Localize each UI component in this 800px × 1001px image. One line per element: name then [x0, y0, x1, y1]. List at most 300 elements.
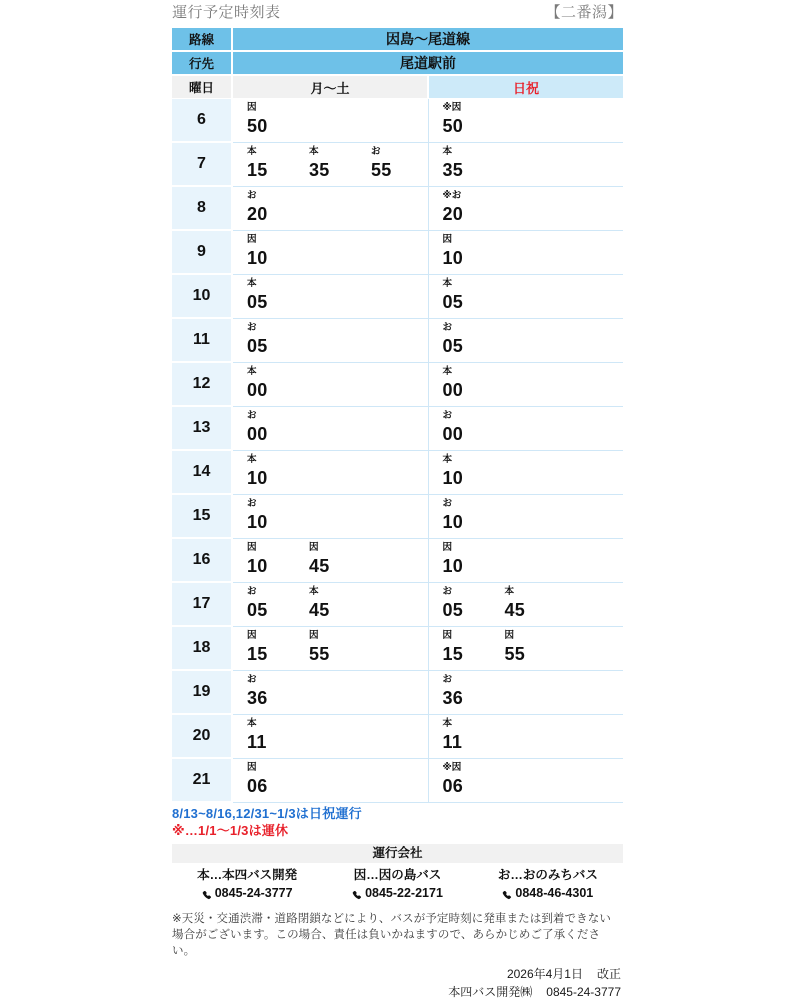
operator-marker: 本: [247, 453, 257, 465]
table-row: [172, 99, 623, 143]
weekday-times-cell: [232, 274, 428, 318]
departure-slot-empty: [499, 539, 561, 581]
holiday-times-cell: [428, 230, 623, 274]
operator-entry: [322, 867, 472, 906]
slot-group: [429, 539, 624, 581]
departure-minute: 20: [247, 203, 268, 224]
operator-marker: お: [247, 585, 257, 597]
departure-minute: 05: [247, 291, 268, 312]
departure-minute: 10: [247, 247, 268, 268]
departure-slot-empty: [561, 407, 623, 449]
departure-minute: 05: [442, 335, 464, 356]
departure-slot: [241, 583, 303, 625]
departure-slot: [499, 627, 561, 669]
departure-slot-empty: [499, 231, 561, 273]
holiday-times-cell: [428, 670, 623, 714]
departure-slot: [437, 671, 499, 713]
operator-marker: 本: [442, 145, 453, 157]
departure-slot: [241, 143, 303, 185]
operator-marker: 本: [247, 717, 257, 729]
hour-cell: 21: [172, 758, 232, 802]
departure-slot: [437, 231, 499, 273]
slot-group: [233, 231, 428, 273]
operator-marker: お: [442, 497, 453, 509]
departure-slot-empty: [499, 495, 561, 537]
departure-slot-empty: [561, 715, 623, 757]
holiday-times-cell: [428, 274, 623, 318]
operator-marker: 因: [309, 541, 319, 553]
departure-slot-empty: [561, 495, 623, 537]
operator-marker: 本: [504, 585, 515, 597]
slot-group: [233, 407, 428, 449]
departure-slot-empty: [499, 759, 561, 801]
hour-cell: 15: [172, 494, 232, 538]
note-suspension: ※…1/1〜1/3は運休: [172, 823, 289, 838]
notes-block: [172, 805, 623, 840]
departure-minute: 00: [247, 423, 268, 444]
departure-minute: 35: [309, 159, 330, 180]
revision-line: [172, 965, 623, 983]
departure-slot: [241, 495, 303, 537]
holiday-times-cell: [428, 318, 623, 362]
slot-group: [233, 143, 428, 185]
departure-slot: [365, 143, 427, 185]
weekday-column-header: 月〜土: [232, 75, 428, 99]
departure-minute: 35: [442, 159, 464, 180]
operators-row: [172, 863, 623, 906]
departure-minute: 06: [442, 775, 464, 796]
route-row: [172, 28, 623, 51]
departure-minute: 15: [247, 643, 268, 664]
table-row: [172, 362, 623, 406]
departure-slot-empty: [303, 759, 365, 801]
departure-slot: [241, 715, 303, 757]
table-row: [172, 758, 623, 802]
destination-name: 尾道駅前: [232, 51, 623, 75]
departure-minute: 10: [247, 511, 268, 532]
departure-slot-empty: [365, 583, 427, 625]
table-row: [172, 538, 623, 582]
departure-minute: 05: [442, 291, 464, 312]
hour-cell: 19: [172, 670, 232, 714]
departure-minute: 45: [309, 555, 330, 576]
departure-slot-empty: [561, 539, 623, 581]
slot-group: [429, 495, 624, 537]
departure-slot-empty: [561, 759, 623, 801]
disclaimer-line-2: 場合がございます。この場合、責任は負いかねますので、あらかじめご了承ください。: [172, 928, 601, 957]
weekday-times-cell: [232, 670, 428, 714]
departure-slot-empty: [303, 451, 365, 493]
holiday-times-cell: [428, 450, 623, 494]
weekday-times-cell: [232, 758, 428, 802]
slot-group: [233, 187, 428, 229]
departure-slot-empty: [303, 671, 365, 713]
departure-slot-empty: [365, 363, 427, 405]
slot-group: [429, 319, 624, 361]
departure-slot: [437, 627, 499, 669]
departure-minute: 50: [442, 116, 464, 136]
dayofweek-label: 曜日: [172, 75, 232, 99]
departure-slot-empty: [303, 363, 365, 405]
departure-slot: [241, 627, 303, 669]
table-row: [172, 714, 623, 758]
departure-slot-empty: [499, 671, 561, 713]
revision-label: 改正: [596, 966, 621, 981]
hour-cell: 6: [172, 99, 232, 143]
weekday-times-cell: [232, 230, 428, 274]
operator-marker: 因: [247, 541, 257, 553]
table-row: [172, 186, 623, 230]
holiday-times-cell: [428, 538, 623, 582]
departure-slot: [437, 451, 499, 493]
phone-icon: [502, 888, 513, 899]
slot-group: [233, 275, 428, 317]
departure-slot: [437, 715, 499, 757]
weekday-times-cell: [232, 582, 428, 626]
departure-minute: 00: [442, 423, 464, 444]
departure-slot-empty: [499, 363, 561, 405]
departure-slot-empty: [365, 407, 427, 449]
operator-entry: [473, 867, 623, 906]
holiday-times-cell: [428, 582, 623, 626]
disclaimer-line-1: ※天災・交通渋滞・道路閉鎖などにより、バスが予定時刻に発車または到着できない: [172, 912, 611, 925]
departure-slot: [241, 759, 303, 801]
departure-slot: [241, 407, 303, 449]
operator-marker: 因: [247, 102, 257, 113]
holiday-times-cell: [428, 714, 623, 758]
departure-slot-empty: [365, 231, 427, 273]
operator-marker: 因: [442, 541, 453, 553]
operator-marker: 本: [247, 145, 257, 157]
table-row: [172, 274, 623, 318]
operator-name: 因…因の島バス: [353, 868, 442, 882]
departure-minute: 10: [442, 467, 464, 488]
departure-slot-empty: [303, 231, 365, 273]
operator-marker: お: [247, 497, 257, 509]
slot-group: [233, 627, 428, 669]
weekday-times-cell: [232, 318, 428, 362]
departure-minute: 36: [247, 687, 268, 708]
departure-slot: [241, 319, 303, 361]
departure-slot-empty: [561, 275, 623, 317]
table-row: [172, 626, 623, 670]
departure-minute: 15: [247, 159, 268, 180]
hour-cell: 14: [172, 450, 232, 494]
operator-name: 本…本四バス開発: [197, 868, 298, 882]
departure-minute: 36: [442, 687, 464, 708]
departure-slot: [437, 363, 499, 405]
departure-slot: [437, 495, 499, 537]
hour-cell: 20: [172, 714, 232, 758]
phone-icon: [202, 888, 213, 899]
departure-slot-empty: [365, 99, 427, 141]
operator-name: お…おのみちバス: [497, 868, 598, 882]
table-row: [172, 582, 623, 626]
slot-group: [233, 715, 428, 757]
departure-slot: [437, 539, 499, 581]
slot-group: [429, 231, 624, 273]
weekday-times-cell: [232, 142, 428, 186]
departure-minute: 05: [442, 599, 464, 620]
issuer-line: [172, 983, 623, 1001]
operator-marker: お: [247, 321, 257, 333]
hour-cell: 18: [172, 626, 232, 670]
departure-slot: [303, 583, 365, 625]
departure-slot-empty: [561, 143, 623, 185]
weekday-times-cell: [232, 714, 428, 758]
table-row: [172, 670, 623, 714]
slot-group: [233, 99, 428, 141]
departure-slot: [303, 627, 365, 669]
weekday-times-cell: [232, 538, 428, 582]
slot-group: [233, 583, 428, 625]
hour-cell: 16: [172, 538, 232, 582]
departure-slot-empty: [499, 451, 561, 493]
holiday-times-cell: [428, 494, 623, 538]
departure-slot: [241, 363, 303, 405]
phone-icon: [352, 888, 363, 899]
operator-marker: 本: [247, 365, 257, 377]
slot-group: [429, 363, 624, 405]
slot-group: [429, 143, 624, 185]
slot-group: [429, 627, 624, 669]
departure-slot: [241, 231, 303, 273]
departure-slot: [241, 99, 303, 141]
departure-slot-empty: [303, 275, 365, 317]
table-row: [172, 142, 623, 186]
departure-slot: [437, 319, 499, 361]
departure-minute: 45: [309, 599, 330, 620]
operator-marker: 本: [442, 453, 453, 465]
departure-slot-empty: [303, 495, 365, 537]
operator-marker: 本: [309, 585, 319, 597]
slot-group: [233, 363, 428, 405]
departure-slot: [303, 143, 365, 185]
departure-minute: 06: [247, 775, 268, 796]
operator-marker: 因: [247, 233, 257, 245]
departure-slot-empty: [499, 319, 561, 361]
holiday-times-cell: [428, 362, 623, 406]
departure-slot: [437, 407, 499, 449]
operator-marker: お: [371, 145, 381, 157]
slot-group: [429, 715, 624, 757]
departure-slot-empty: [365, 275, 427, 317]
departure-slot-empty: [561, 319, 623, 361]
operator-marker: 因: [247, 761, 257, 773]
destination-row: [172, 51, 623, 75]
departure-minute: 11: [247, 731, 267, 752]
operator-marker: お: [442, 409, 453, 421]
weekday-times-cell: [232, 186, 428, 230]
departure-minute: 50: [247, 116, 268, 136]
slot-group: [233, 451, 428, 493]
slot-group: [429, 407, 624, 449]
holiday-times-cell: [428, 758, 623, 802]
route-name: 因島〜尾道線: [232, 28, 623, 51]
departure-slot: [241, 539, 303, 581]
table-row: [172, 318, 623, 362]
titlebar: [172, 0, 623, 28]
operator-marker: お: [247, 673, 257, 685]
table-row: [172, 230, 623, 274]
hour-cell: 9: [172, 230, 232, 274]
slot-group: [429, 759, 624, 801]
hour-cell: 13: [172, 406, 232, 450]
note-holiday-schedule: 8/13~8/16,12/31~1/3は日祝運行: [172, 806, 362, 821]
departure-minute: 05: [247, 599, 268, 620]
departure-slot: [437, 187, 499, 229]
departure-slot-empty: [303, 99, 365, 141]
operator-marker: 本: [442, 365, 453, 377]
slot-group: [429, 187, 624, 229]
operator-marker: 因: [309, 629, 319, 641]
slot-group: [233, 495, 428, 537]
timetable: [172, 28, 623, 803]
departure-minute: 20: [442, 203, 464, 224]
hour-cell: 10: [172, 274, 232, 318]
departure-slot-empty: [365, 715, 427, 757]
departure-slot-empty: [561, 363, 623, 405]
departure-slot: [241, 671, 303, 713]
weekday-times-cell: [232, 494, 428, 538]
operator-marker: ※因: [442, 102, 462, 113]
hour-cell: 17: [172, 582, 232, 626]
weekday-times-cell: [232, 362, 428, 406]
departure-minute: 10: [442, 511, 464, 532]
slot-group: [429, 671, 624, 713]
departure-slot-empty: [365, 451, 427, 493]
operator-marker: ※因: [442, 761, 462, 773]
slot-group: [429, 583, 624, 625]
departure-slot-empty: [499, 187, 561, 229]
departure-slot-empty: [365, 495, 427, 537]
departure-slot-empty: [561, 231, 623, 273]
operator-marker: お: [442, 321, 453, 333]
weekday-times-cell: [232, 450, 428, 494]
operator-entry: [172, 867, 322, 906]
weekday-times-cell: [232, 406, 428, 450]
timetable-sheet: [172, 0, 623, 1001]
dayofweek-row: [172, 75, 623, 99]
weekday-times-cell: [232, 99, 428, 143]
departure-slot-empty: [561, 627, 623, 669]
departure-slot: [437, 275, 499, 317]
departure-slot-empty: [561, 99, 623, 141]
slot-group: [429, 275, 624, 317]
operator-marker: 因: [442, 629, 453, 641]
departure-slot: [303, 539, 365, 581]
area-tag: 【二番潟】: [545, 4, 623, 21]
operator-marker: 本: [442, 717, 453, 729]
table-row: [172, 406, 623, 450]
holiday-times-cell: [428, 186, 623, 230]
slot-group: [233, 319, 428, 361]
operator-phone-number: 0848-46-4301: [515, 886, 594, 900]
departure-slot-empty: [365, 539, 427, 581]
hour-cell: 7: [172, 142, 232, 186]
operators-heading: 運行会社: [172, 844, 623, 863]
operator-marker: お: [442, 585, 453, 597]
departure-slot-empty: [365, 671, 427, 713]
departure-slot-empty: [499, 143, 561, 185]
timetable-body: [172, 28, 623, 802]
departure-minute: 10: [247, 467, 268, 488]
departure-minute: 11: [442, 731, 463, 752]
departure-slot-empty: [499, 275, 561, 317]
page-title: 運行予定時刻表: [172, 4, 281, 21]
departure-minute: 55: [504, 643, 526, 664]
hour-cell: 11: [172, 318, 232, 362]
holiday-times-cell: [428, 406, 623, 450]
departure-slot-empty: [365, 319, 427, 361]
departure-minute: 00: [247, 379, 268, 400]
operator-marker: 因: [504, 629, 515, 641]
operator-marker: 因: [247, 629, 257, 641]
departure-slot: [499, 583, 561, 625]
operator-phone-number: 0845-24-3777: [214, 886, 293, 900]
departure-slot-empty: [365, 187, 427, 229]
holiday-times-cell: [428, 142, 623, 186]
departure-slot-empty: [561, 187, 623, 229]
departure-minute: 15: [442, 643, 464, 664]
departure-minute: 55: [309, 643, 330, 664]
issuer-phone-number: 0845-24-3777: [546, 984, 621, 999]
holiday-times-cell: [428, 99, 623, 143]
departure-slot: [437, 583, 499, 625]
departure-minute: 45: [504, 599, 526, 620]
operator-marker: 本: [309, 145, 319, 157]
departure-slot: [437, 143, 499, 185]
departure-slot-empty: [303, 187, 365, 229]
departure-slot: [437, 99, 499, 141]
holiday-column-header: 日祝: [428, 75, 623, 99]
departure-slot-empty: [365, 627, 427, 669]
operator-marker: お: [247, 189, 257, 201]
operator-marker: 本: [247, 277, 257, 289]
operator-phone[interactable]: [352, 884, 443, 902]
weekday-times-cell: [232, 626, 428, 670]
departure-slot-empty: [561, 671, 623, 713]
slot-group: [429, 99, 624, 141]
departure-minute: 10: [442, 247, 464, 268]
departure-minute: 00: [442, 379, 464, 400]
departure-slot-empty: [561, 451, 623, 493]
departure-slot: [241, 275, 303, 317]
operator-phone-number: 0845-22-2171: [365, 886, 443, 900]
departure-slot: [241, 187, 303, 229]
departure-slot-empty: [561, 583, 623, 625]
departure-minute: 10: [442, 555, 464, 576]
departure-slot-empty: [365, 759, 427, 801]
hour-cell: 12: [172, 362, 232, 406]
departure-slot-empty: [303, 715, 365, 757]
operator-phone[interactable]: [502, 884, 593, 902]
revision-date: 2026年4月1日: [506, 966, 583, 981]
operator-marker: お: [247, 409, 257, 421]
departure-slot-empty: [303, 319, 365, 361]
departure-slot: [241, 451, 303, 493]
slot-group: [233, 539, 428, 581]
departure-slot: [437, 759, 499, 801]
operator-marker: ※お: [442, 189, 462, 201]
issuer-name: 本四バス開発㈱: [448, 984, 533, 999]
departure-minute: 10: [247, 555, 268, 576]
departure-minute: 55: [371, 159, 392, 180]
operator-phone[interactable]: [202, 884, 293, 902]
slot-group: [233, 671, 428, 713]
disclaimer: [172, 911, 623, 959]
destination-label: 行先: [172, 51, 232, 75]
